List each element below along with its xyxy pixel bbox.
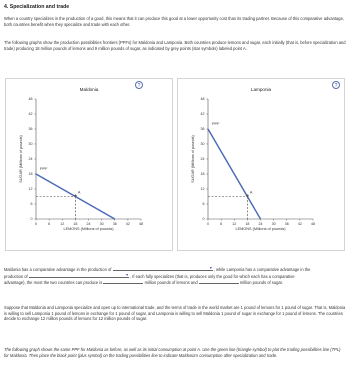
point-a-star-marker: ✦	[244, 194, 250, 201]
question-text: million pounds of sugar.	[239, 280, 283, 286]
y-tick-label: 24	[28, 157, 33, 162]
y-tick-label: 12	[200, 187, 205, 192]
lamponia-graph-panel[interactable]	[177, 78, 345, 251]
question-text: advantage), the most the two countries can produce is	[4, 280, 103, 286]
y-tick-label: 30	[200, 142, 205, 147]
y-axis-label: SUGAR (Millions of pounds)	[19, 135, 23, 183]
question-text: production of	[4, 273, 28, 279]
y-tick-label: 36	[200, 127, 205, 132]
y-tick-label: 0	[30, 217, 33, 222]
x-tick-label: 12	[232, 222, 237, 226]
x-axis-label: LEMONS (Millions of pounds)	[235, 227, 286, 231]
y-tick-label: 6	[30, 202, 33, 207]
y-tick-label: 18	[200, 172, 205, 177]
lamponia-good-dropdown[interactable]	[29, 273, 129, 278]
question-text: million pounds of lemons and	[144, 280, 198, 286]
lamponia-ppf-chart[interactable]	[178, 79, 344, 250]
intro-paragraph: When a country specializes in the production of a good, this means that it can produce this good at a lower opportunity cost than its trading partner. Because of this comparative advantage, both countries benefit when they specialize and trade with each other.	[4, 16, 344, 27]
y-tick-label: 42	[28, 112, 33, 117]
x-tick-label: 18	[73, 222, 78, 226]
x-tick-label: 0	[35, 222, 37, 226]
x-tick-label: 36	[284, 222, 289, 226]
x-tick-label: 30	[99, 222, 104, 226]
maldonia-ppf-chart[interactable]	[6, 79, 172, 250]
x-tick-label: 48	[139, 222, 143, 226]
help-icon[interactable]: ?	[135, 81, 143, 89]
y-tick-label: 18	[28, 172, 33, 177]
maldonia-graph-title: Maldonia	[79, 87, 99, 92]
trade-paragraph: Suppose that Maldonia and Lamponia specialize and open up to international trade, and the terms of trade in the world market are 1 pound of lemons for 1 pound of sugar. That is, Maldonia is willing to sell Lamponia 1 pound of lemons in exchange for 1 pound of sugar, and Lamponia is willing to sell Maldonia 1 pound of sugar in exchange for 1 pound of lemons. The countries decide to exchange 12 million pounds of lemons for 12 million pounds of sugar.	[4, 305, 346, 322]
chevron-down-icon[interactable]: ▼	[209, 266, 213, 270]
question-text: Maldonia has a comparative advantage in the production of	[4, 267, 112, 272]
y-tick-label: 0	[202, 217, 205, 222]
section-title: 4. Specialization and trade	[4, 4, 70, 10]
max-sugar-input[interactable]	[199, 279, 239, 284]
y-tick-label: 24	[200, 157, 205, 162]
x-tick-label: 48	[311, 222, 315, 226]
help-icon[interactable]: ?	[332, 81, 340, 89]
point-a-label: A	[249, 190, 253, 195]
y-axis-label: SUGAR (Millions of pounds)	[191, 135, 195, 183]
ppf-label: PPF	[212, 122, 220, 126]
x-tick-label: 42	[297, 222, 302, 226]
x-tick-label: 12	[60, 222, 65, 226]
y-tick-label: 48	[28, 97, 33, 102]
y-tick-label: 42	[200, 112, 205, 117]
ppf-label: PPF	[40, 167, 48, 171]
lamponia-graph-title: Lamponia	[250, 87, 272, 92]
maldonia-good-dropdown[interactable]	[113, 266, 213, 271]
x-tick-label: 42	[125, 222, 130, 226]
chevron-down-icon[interactable]: ▼	[125, 272, 129, 277]
x-tick-label: 24	[86, 222, 91, 226]
question-text: . If each fully specializes (that is, produces only the good for which each has a comparative	[129, 273, 295, 279]
y-tick-label: 36	[28, 127, 33, 132]
max-lemons-input[interactable]	[103, 279, 143, 284]
y-tick-label: 6	[202, 202, 205, 207]
y-tick-label: 12	[28, 187, 33, 192]
y-tick-label: 30	[28, 142, 33, 147]
x-tick-label: 36	[112, 222, 117, 226]
x-tick-label: 30	[271, 222, 276, 226]
x-tick-label: 6	[220, 222, 223, 226]
instructions-paragraph: The following graph shows the same PPF for Maldonia as before, as well as its initial consumption at point A. Use the green line (triangle symbol) to plot the trading possibilities line (TPL) for Maldonia. Then place the black point (plus symbol) on the trading possibilities line to indicate Maldonia's consumption after specialization and trade.	[4, 347, 341, 358]
x-tick-label: 6	[48, 222, 51, 226]
x-tick-label: 0	[207, 222, 209, 226]
point-a-label: A	[77, 190, 81, 195]
comparative-advantage-question	[4, 266, 346, 286]
maldonia-graph-panel[interactable]	[5, 78, 173, 251]
point-a-star-marker: ✦	[72, 194, 78, 201]
x-tick-label: 24	[258, 222, 263, 226]
ppf-line	[208, 129, 261, 219]
x-tick-label: 18	[245, 222, 250, 226]
y-tick-label: 48	[200, 97, 205, 102]
x-axis-label: LEMONS (Millions of pounds)	[63, 227, 114, 231]
graph-intro-paragraph: The following graphs show the production possibilities frontiers (PPFs) for Maldonia and Lamponia. Both countries produce lemons and sugar, each initially (that is, before specialization and trade) producing 18 million pounds of lemons and 9 million pounds of sugar, as indicated by grey points (star symbols) labeled point A.	[4, 40, 346, 51]
question-text: , while Lamponia has a comparative advantage in the	[213, 267, 311, 272]
